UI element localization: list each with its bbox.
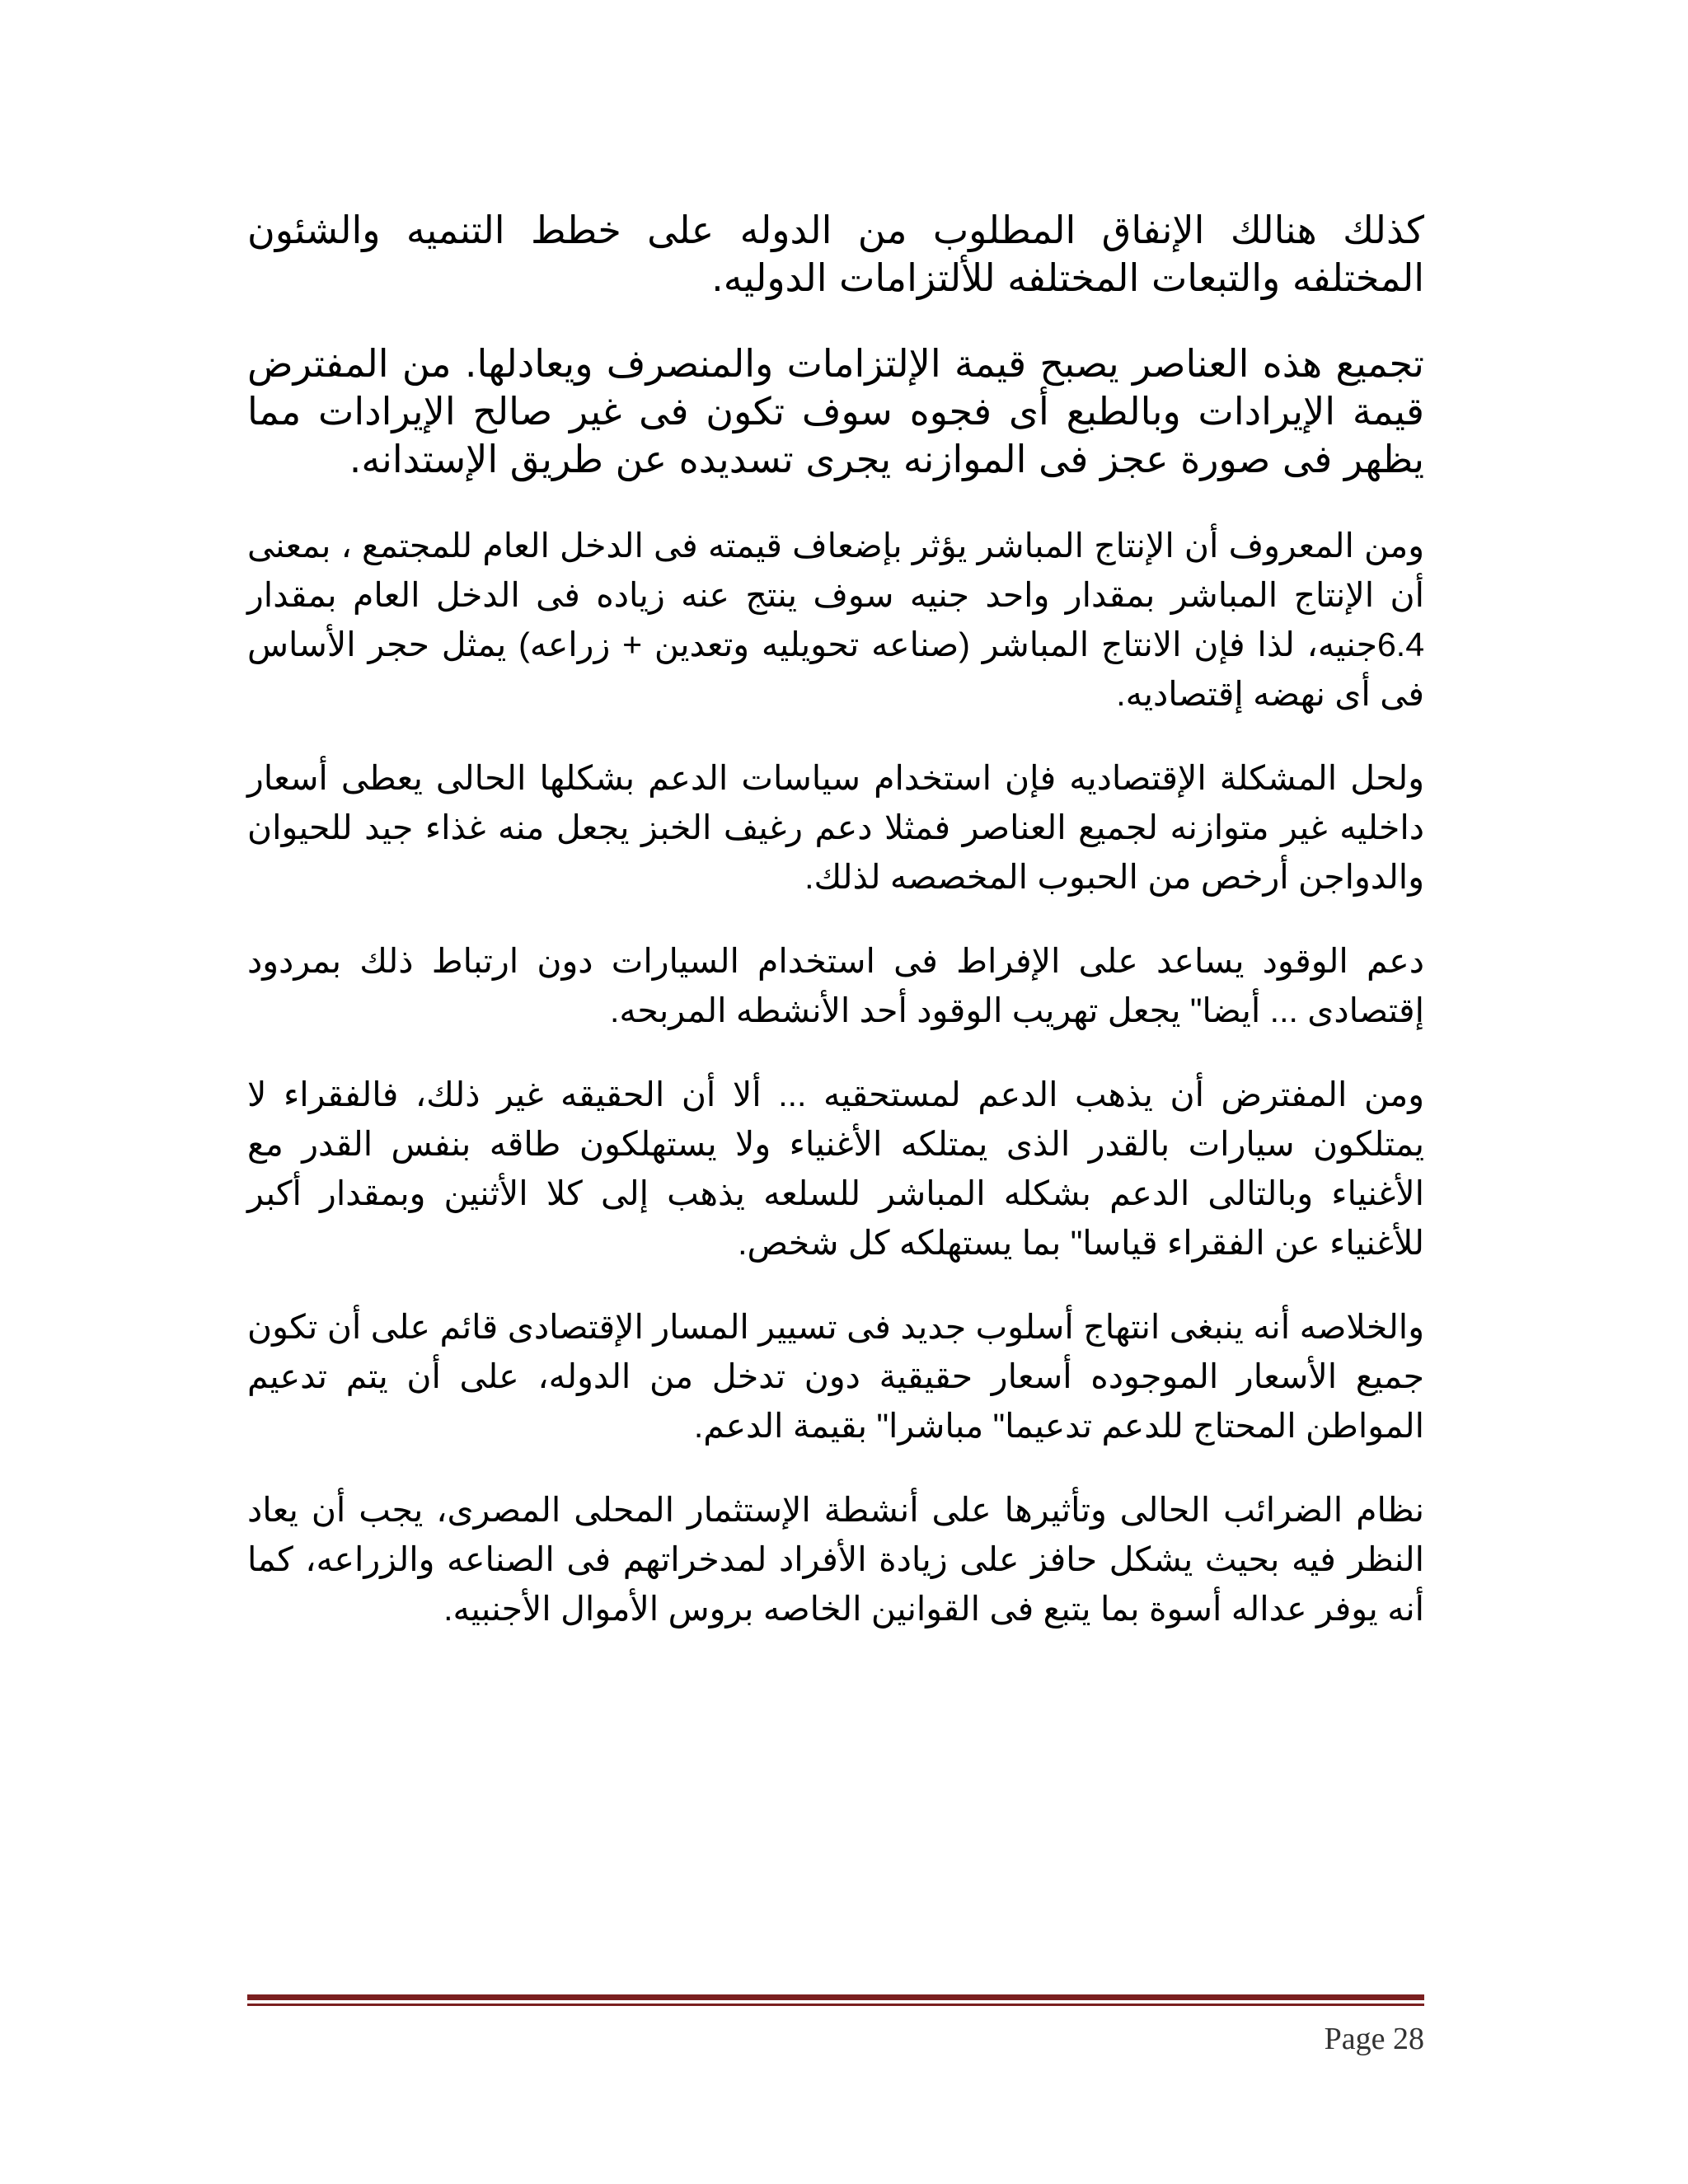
paragraph-subsidy-policy: ولحل المشكلة الإقتصاديه فإن استخدام سياسات الدعم بشكلها الحالى يعطى أسعار داخليه غير متوازنه لجميع العناصر فمثلا دعم رغيف الخبز يجعل منه غذاء جيد للحيوان والدواجن أرخص من الحبوب المخصصه لذلك. [247,759,1424,896]
paragraph-development-spending: كذلك هنالك الإنفاق المطلوب من الدوله على خطط التنميه والشئون المختلفه والتبعات المختلفه للألتزامات الدوليه. [247,208,1424,300]
page-number: Page 28 [1324,2022,1424,2056]
paragraph-conclusion: والخلاصه أنه ينبغى انتهاج أسلوب جديد فى تسيير المسار الإقتصادى قائم على أن تكون جميع الأسعار الموجوده أسعار حقيقية دون تدخل من الدوله، على أن يتم تدعيم المواطن المحتاج للدعم تدعيما" مباشرا" بقيمة الدعم. [247,1308,1424,1445]
paragraph-subsidy-beneficiaries: ومن المفترض أن يذهب الدعم لمستحقيه ... ألا أن الحقيقه غير ذلك، فالفقراء لا يمتلكون سيارات بالقدر الذى يمتلكه الأغنياء ولا يستهلكون طاقه بنفس القدر مع الأغنياء وبالتالى الدعم بشكله المباشر للسلعه يذهب إلى كلا الأثنين وبمقدار أكبر للأغنياء عن الفقراء قياسا" بما يستهلكه كل شخص. [247,1076,1424,1262]
paragraph-fuel-subsidy: دعم الوقود يساعد على الإفراط فى استخدام السيارات دون ارتباط ذلك بمردود إقتصادى ... أيضا" يجعل تهريب الوقود أحد الأنشطه المربحه. [247,942,1424,1029]
footer-divider [247,1994,1424,2006]
document-body [247,206,1424,1668]
footer-divider-thin-line [247,2004,1424,2006]
footer-divider-thick-line [247,1994,1424,2000]
paragraph-direct-production: ومن المعروف أن الإنتاج المباشر يؤثر بإضعاف قيمته فى الدخل العام للمجتمع ، بمعنى أن الإنتاج المباشر بمقدار واحد جنيه سوف ينتج عنه زياده فى الدخل العام بمقدار 6.4جنيه، لذا فإن الانتاج المباشر (صناعه تحويليه وتعدين + زراعه) يمثل حجر الأساس فى أى نهضه إقتصاديه. [247,527,1424,713]
paragraph-budget-deficit: تجميع هذه العناصر يصبح قيمة الإلتزامات والمنصرف ويعادلها. من المفترض قيمة الإيرادات وبالطبع أى فجوه سوف تكون فى غير صالح الإيرادات مما يظهر فى صورة عجز فى الموازنه يجرى تسديده عن طريق الإستدانه. [247,341,1424,481]
paragraph-tax-system: نظام الضرائب الحالى وتأثيرها على أنشطة الإستثمار المحلى المصرى، يجب أن يعاد النظر فيه بحيث يشكل حافز على زيادة الأفراد لمدخراتهم فى الصناعه والزراعه، كما أنه يوفر عداله أسوة بما يتبع فى القوانين الخاصه بروس الأموال الأجنبيه. [247,1491,1424,1628]
